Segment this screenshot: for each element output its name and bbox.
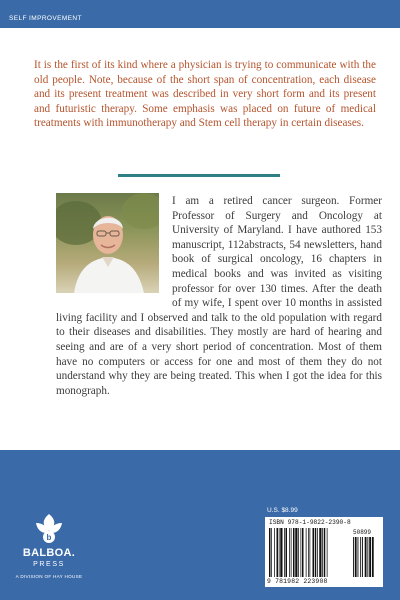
price-label: U.S. $8.99 [267,507,298,514]
barcode-bar [269,528,271,577]
barcode-bar [286,528,288,577]
barcode-bar [315,528,317,577]
barcode-bars [265,517,383,587]
barcode-bar [298,528,299,577]
barcode-bar [280,528,282,577]
barcode-addon-bar [365,537,367,577]
barcode-addon-bar [353,537,354,577]
barcode-addon-bar [369,537,371,577]
barcode-addon-bar [367,537,368,577]
category-label: SELF IMPROVEMENT [9,15,82,22]
author-bio: I am a retired cancer surgeon. Former Professor of Surgery and Oncology at University of Maryland. I have authored 153 manuscript, 112abstracts, 54 newsletters, hand book of surgical oncology, 16 chapters in medical books and was invited as visiting professor for over 130 times. After the death of my wife, I spent over 10 months in assisted living facility and I observed and talk to the old population with regard to their diseases and disabilities. They mostly are hard of hearing and seeing and are of a very short period of concentration. Most of them have no computers or access for one and most of them they do not understand why they are being treated. This when I got the idea for this monograph. [56,195,382,397]
barcode-bar [308,528,309,577]
lotus-icon [35,513,63,545]
svg-text:b: b [46,533,52,542]
barcode-bar [327,528,328,577]
barcode-bar [277,528,279,577]
barcode-bar [317,528,318,577]
barcode-addon-bar [358,537,359,577]
barcode-bar [289,528,290,577]
barcode-bar [274,528,275,577]
barcode-bar [313,528,315,577]
barcode-panel [265,517,383,587]
publisher-press: PRESS [33,561,65,568]
divider-rule [118,174,280,177]
barcode-bar [293,528,295,577]
barcode-bar [271,528,272,577]
barcode-addon-bar [372,537,374,577]
ean-digits: 9 781982 223908 [267,578,328,585]
barcode-bar [291,528,292,577]
back-cover-blurb: It is the first of its kind where a physician is trying to communicate with the old people. Note, because of the short span of concentration, each disease and its present treatment was described in very short form and its present and futuristic therapy. Some emphasis was placed on future of medical treatments with immunotherapy and Stem cell therapy in certain diseases. [34,59,376,130]
barcode-bar [279,528,280,577]
barcode-bar [310,528,311,577]
barcode-bar [302,528,304,577]
publisher-logo [15,513,83,593]
barcode-bar [319,528,321,577]
barcode-addon-bar [362,537,363,577]
barcode-addon-bar [355,537,357,577]
barcode-bar [322,528,323,577]
author-bio-container [56,194,382,398]
publisher-division: A DIVISION OF HAY HOUSE [15,574,83,579]
barcode-bar [284,528,285,577]
barcode-addon-bar [360,537,361,577]
barcode-bar [295,528,297,577]
top-color-band [0,0,400,28]
publisher-name: BALBOA. [22,547,76,559]
isbn-text: ISBN 978-1-9822-2390-8 [269,519,351,526]
barcode-bar [301,528,302,577]
barcode-bar [306,528,307,577]
barcode-addon: 50899 [353,529,372,536]
barcode-bar [324,528,326,577]
